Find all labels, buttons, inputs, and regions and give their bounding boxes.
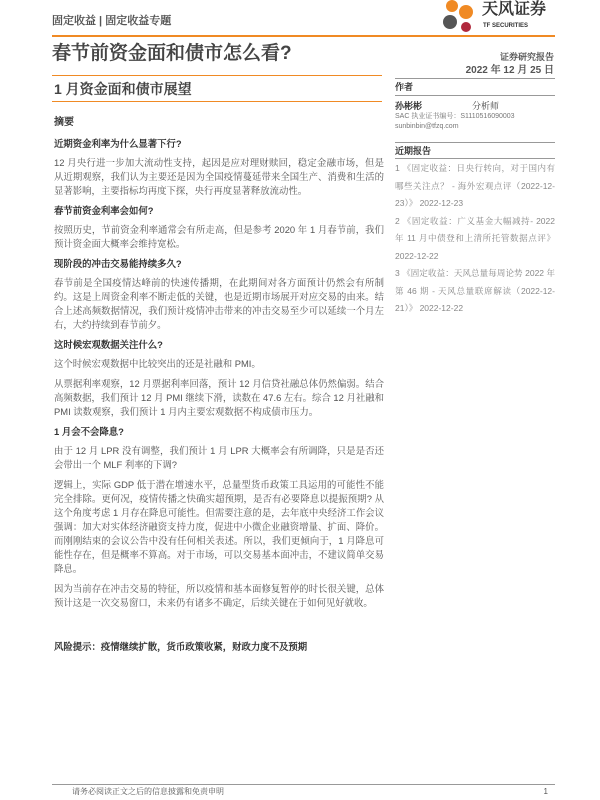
company-logo: [440, 0, 555, 33]
paragraph: 12 月央行进一步加大流动性支持，起因是应对理财赎回，稳定金融市场，但是从近期观察，我们认为主要还是因为全国疫情蔓延带来全国生产、消费和生活的显著影响，主要指标均再度下探，央行再度显著释放流动性。: [54, 157, 384, 196]
paragraph: 按照历史，节前资金利率通常会有所走高，但是参考 2020 年 1 月春节前，我们预计资金面大概率会维持宽松。: [54, 224, 384, 249]
summary-body: [54, 116, 384, 654]
report-link[interactable]: 3 《固定收益：天风总量每周论势 2022 年第 46 期 - 天风总量联席解读（2022-12-21）》 2022-12-22: [395, 268, 555, 313]
author-sac: SAC 执业证书编号：S1110516090003: [395, 113, 515, 120]
footer-divider: [52, 784, 555, 785]
paragraph: 因为当前存在冲击交易的特征，所以疫情和基本面修复暂停的时长很关键，总体预计这是一次交易窗口，未来仍有诸多不确定，后续关键在于如何见好就收。: [54, 583, 384, 608]
author-role: 分析师: [472, 101, 500, 111]
report-category: 固定收益 | 固定收益专题: [52, 15, 172, 27]
page-title: 春节前资金面和债市怎么看?: [52, 43, 292, 64]
paragraph: 从票据利率观察，12 月票据利率回落，预计 12 月信贷社融总体仍然偏弱。结合高频数据，我们预计 12 月 PMI 继续下滑，读数在 47.6 左右。综合 12 月社融和 PMI 读数观察，我们预计 1 月内主要宏观数据不构成债市压力。: [54, 378, 384, 417]
section-heading: 春节前资金利率会如何?: [54, 205, 154, 216]
recent-reports-list: [395, 160, 555, 318]
logo-icon: [440, 0, 480, 32]
author-info: [395, 100, 555, 132]
footer-disclaimer: 请务必阅读正文之后的信息披露和免责申明: [72, 787, 224, 796]
sidebar-divider: [395, 142, 555, 143]
paragraph: 这个时候宏观数据中比较突出的还是社融和 PMI。: [54, 358, 261, 369]
paragraph: 逻辑上，实际 GDP 低于潜在增速水平，总量型货币政策工具运用的可能性不能完全排除。更何况，疫情传播之快确实超预期，是否有必要降息以提振预期? 从这个角度考虑 1 月存在降息可能性。但需要注意的是，去年底中央经济工作会议强调：加大对实体经济融资支持力度，促进中小微企业融资增量、扩面、降价。而刚刚结束的会议公告中没有任何相关表述。所以，我们更倾向于，1 月降息可能性存在，但是概率不算高。对于市场，可以交易基本面冲击，不建议简单交易降息。: [54, 479, 384, 574]
subtitle-divider: [52, 101, 382, 102]
section-heading: 这时候宏观数据关注什么?: [54, 339, 163, 350]
section-heading: 近期资金利率为什么显著下行?: [54, 138, 182, 149]
sidebar-divider: [395, 95, 555, 96]
sidebar-divider: [395, 158, 555, 159]
logo-subtext: TF SECURITIES: [483, 23, 529, 29]
report-date: 2022 年 12 月 25 日: [465, 65, 554, 76]
risk-warning: 风险提示：疫情继续扩散，货币政策收紧，财政力度不及预期: [54, 641, 308, 652]
sidebar-divider: [395, 78, 555, 79]
recent-reports-label: 近期报告: [395, 146, 432, 156]
abstract-label: 摘要: [54, 117, 74, 128]
section-title: 1 月资金面和债市展望: [54, 81, 192, 97]
paragraph: 由于 12 月 LPR 没有调整，我们预计 1 月 LPR 大概率会有所调降，只是是否还会带出一个 MLF 利率的下调?: [54, 445, 384, 470]
report-type: 证券研究报告: [499, 52, 554, 62]
logo-text: 天风证券: [482, 1, 547, 18]
author-email[interactable]: sunbinbin@tfzq.com: [395, 123, 459, 130]
section-heading: 现阶段的冲击交易能持续多久?: [54, 258, 182, 269]
header-divider: [52, 35, 555, 37]
author-label: 作者: [395, 82, 414, 92]
title-divider: [52, 75, 382, 76]
author-name: 孙彬彬: [395, 101, 423, 111]
paragraph: 春节前是全国疫情达峰前的快速传播期，在此期间对各方面预计仍然会有所制约。这是上周资金利率不断走低的关键，也是近期市场展开对应交易的由来。结合上述高频数据情况，我们预计疫情冲击带来的冲击交易至少可以延续一个月左右，大约持续到春节前夕。: [54, 277, 384, 330]
report-link[interactable]: 1 《固定收益：日央行转向，对于国内有哪些关注点？ - 海外宏观点评（2022-12-23）》 2022-12-23: [395, 163, 555, 208]
report-link[interactable]: 2 《固定收益：广义基金大幅减持- 2022 年 11 月中债登和上清所托管数据点评》 2022-12-22: [395, 215, 555, 261]
section-heading: 1 月会不会降息?: [54, 426, 124, 437]
page-number: 1: [543, 787, 548, 796]
